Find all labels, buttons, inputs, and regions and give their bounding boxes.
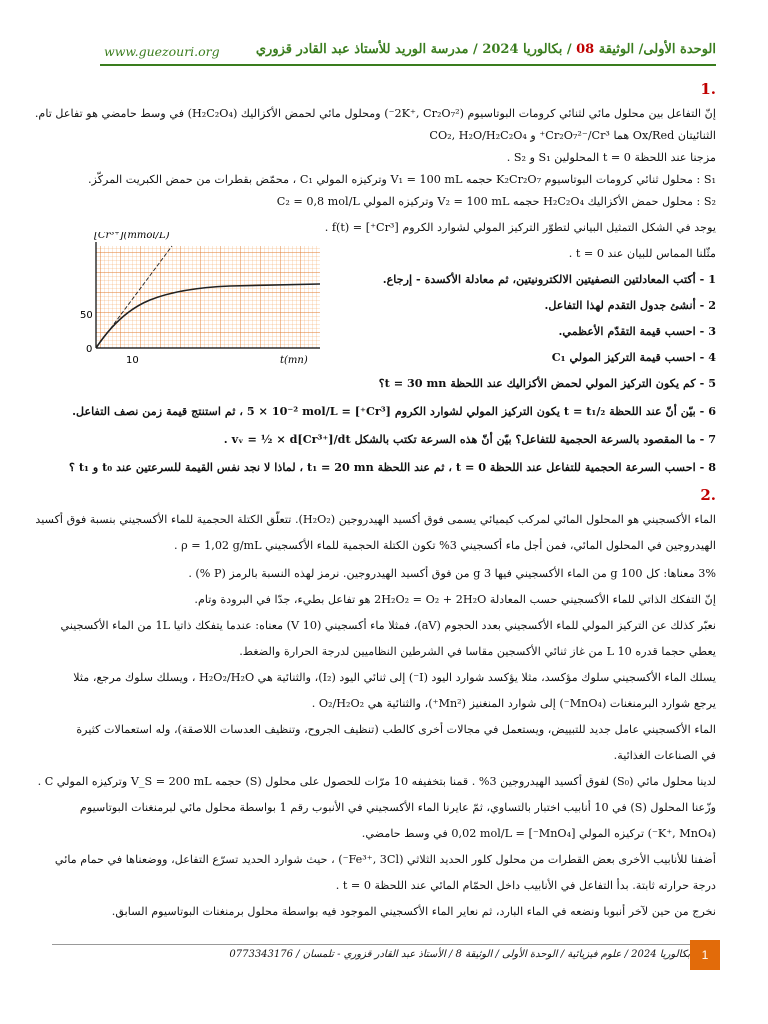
header-divider xyxy=(100,64,716,66)
paragraph-line: أضفنا للأنابيب الأخرى بعض القطرات من محلول كلور الحديد الثلاثي (Fe³⁺, 3Cl⁻) ، حيث شوارد الحديد تسرّع التفاعل، ووضعناها في حمام مائي xyxy=(54,853,716,866)
paragraph-line: يرجع شوارد البرمنغنات (MnO₄⁻) إلى شوارد المنغنيز (Mn²⁺)، والثنائية هي O₂/H₂O₂ . xyxy=(311,697,716,710)
paragraph-line: إنّ التفكك الذاتي للماء الأكسجيني حسب المعادلة 2H₂O₂ = O₂ + 2H₂O هو تفاعل بطيء، جدّا في البرودة وتام. xyxy=(194,593,716,606)
document-title: الوحدة الأولى/ الوثيقة 08 / بكالوريا 2024 / مدرسة الوريد للأستاذ عبد القادر قزوري xyxy=(255,42,716,57)
question-7: 7 - ما المقصود بالسرعة الحجمية للتفاعل؟ بيّن أنّ هذه السرعة تكتب بالشكل vᵥ = ½ × d[Cr³⁺]/dt . xyxy=(223,432,716,446)
section-2-heading: 2. xyxy=(700,486,716,504)
y-tick-0: 0 xyxy=(86,344,93,355)
paragraph-line: نخرج من حين لآخر أنبوبا ونضعه في الماء البارد، ثم نعاير الماء الأكسجيني الموجود فيه بواسطة محلول برمنغنات البوتاسيوم السابق. xyxy=(111,905,716,918)
paragraph-line: وزّعنا المحلول (S) في 10 أنابيب اختبار بالتساوي، ثمّ عايرنا الماء الأكسجيني في الأنبوب رقم 1 بواسطة محلول مائي لبرمنغنات البوتاسيوم xyxy=(79,801,716,814)
paragraph-line: الماء الأكسجيني هو المحلول المائي لمركب كيميائي يسمى فوق أكسيد الهيدروجين (H₂O₂). تتعلّق الكتلة الحجمية للماء الأكسجيني بنسبة فوق أكسيد xyxy=(35,513,716,526)
footer-text: بكالوريا 2024 / علوم فيزيائية / الوحدة الأولى / الوثيقة 8 / الأستاذ عبد القادر قزوري - تلمسان / 0773343176 xyxy=(229,949,690,960)
question-8: 8 - احسب السرعة الحجمية للتفاعل عند اللحظة t = 0 ، ثم عند اللحظة t₁ = 20 mn ، لماذا لا نجد نفس القيمة للسرعتين عند t₀ و t₁ ؟ xyxy=(69,460,716,474)
question-6: 6 - بيّن أنّ عند اللحظة t = t₁/₂ يكون التركيز المولي لشوارد الكروم [Cr³⁺] = 5 × 10⁻² mol/L ، ثم استنتج قيمة زمن نصف التفاعل. xyxy=(72,404,716,418)
x-axis-label: t(mn) xyxy=(280,355,308,366)
paragraph-line: الهيدروجين في المحلول المائي، فمن أجل ماء أكسجيني 3% تكون الكتلة الحجمية للماء الأكسجيني ρ = 1,02 g/mL . xyxy=(173,539,716,552)
paragraph-line: إنّ التفاعل بين محلول مائي لثنائي كرومات البوتاسيوم (2K⁺, Cr₂O₇²⁻) ومحلول مائي لحمض الأكزاليك (H₂C₂O₄) في وسط حامضي هو تفاعل تام. xyxy=(34,107,716,120)
paragraph-line: درجة حرارته ثابتة. بدأ التفاعل في الأنابيب داخل الحمّام المائي عند اللحظة t = 0 . xyxy=(335,879,716,892)
paragraph-line: لدينا محلول مائي (S₀) لفوق أكسيد الهيدروجين 3% . قمنا بتخفيفه 10 مرّات للحصول على محلول (S) حجمه V_S = 200 mL وتركيزه المولي C . xyxy=(37,775,716,788)
paragraph-line: في الصناعات الغذائية. xyxy=(613,749,716,762)
footer-divider xyxy=(52,944,716,945)
y-tick-50: 50 xyxy=(80,310,93,321)
question-2: 2 - أنشئ جدول التقدم لهذا التفاعل. xyxy=(544,298,716,312)
x-tick-10: 10 xyxy=(126,355,139,366)
section-1-heading: 1. xyxy=(700,80,716,98)
graph-svg xyxy=(80,232,330,372)
paragraph-line: 3% معناها: كل 100 g من الماء الأكسجيني فيها 3 g من فوق أكسيد الهيدروجين. نرمز لهذه النسبة بالرمز (P %) . xyxy=(188,567,716,580)
paragraph-line: يوجد في الشكل التمثيل البياني لتطوّر التركيز المولي لشوارد الكروم [Cr³⁺] = f(t) . xyxy=(324,221,716,234)
paragraph-line: S₁ : محلول ثنائي كرومات البوتاسيوم K₂Cr₂O₇ حجمه V₁ = 100 mL وتركيزه المولي C₁ ، محمّض بقطرات من حمض الكبريت المركّز. xyxy=(88,173,716,186)
paragraph-line: يعطي حجما قدره 10 L من غاز ثنائي الأكسجين مقاسا في الشرطين النظاميين لدرجة الحرارة والضغط. xyxy=(239,645,716,658)
chromium-concentration-graph xyxy=(80,232,330,372)
paragraph-line: مزجنا عند اللحظة t = 0 المحلولين S₁ و S₂ . xyxy=(506,151,716,164)
paragraph-line: يسلك الماء الأكسجيني سلوك مؤكسد، مثلا يؤكسد شوارد اليود (I⁻) إلى ثنائي اليود (I₂)، والثنائية هي H₂O₂/H₂O ، ويسلك سلوك مرجع، مثلا xyxy=(73,671,716,684)
paragraph-line: (K⁺, MnO₄⁻) تركيزه المولي [MnO₄⁻] = 0,02 mol/L في وسط حامضي. xyxy=(361,827,716,840)
graph-grid xyxy=(96,246,320,348)
paragraph-line: مثّلنا المماس للبيان عند t = 0 . xyxy=(568,247,716,260)
question-5: 5 - كم يكون التركيز المولي لحمض الأكزاليك عند اللحظة t = 30 mn؟ xyxy=(378,376,716,390)
section-2-text xyxy=(35,513,716,924)
paragraph-line: الثنائيتان Ox/Red هما Cr₂O₇²⁻/Cr³⁺ و CO₂, H₂O/H₂C₂O₄ xyxy=(429,129,716,142)
paragraph-line: S₂ : محلول حمض الأكزاليك H₂C₂O₄ حجمه V₂ = 100 mL وتركيزه المولي C₂ = 0,8 mol/L xyxy=(276,195,716,208)
paragraph-line: الماء الأكسجيني عامل جديد للتبييض، ويستعمل في مجالات أخرى كالطب (تنظيف الجروح، وتنظيف العدسات اللاصقة)، وله استعمالات كثيرة xyxy=(76,723,716,736)
y-axis-label: [Cr³⁺](mmol/L) xyxy=(94,232,170,241)
question-3: 3 - احسب قيمة التقدّم الأعظمي. xyxy=(558,324,716,338)
question-1: 1 - أكتب المعادلتين النصفيتين الالكترونيتين، ثم معادلة الأكسدة - إرجاع. xyxy=(382,272,716,286)
question-4: 4 - احسب قيمة التركيز المولي C₁ xyxy=(551,350,716,364)
website-link[interactable]: www.guezouri.org xyxy=(104,44,220,59)
paragraph-line: نعبّر كذلك عن التركيز المولي للماء الأكسجيني بعدد الحجوم (aV)، فمثلا ماء أكسجيني (10 V) معناه: عندما يتفكك ذاتيا 1L من الماء الأكسجيني xyxy=(60,619,716,632)
page-number: 1 xyxy=(690,940,720,970)
